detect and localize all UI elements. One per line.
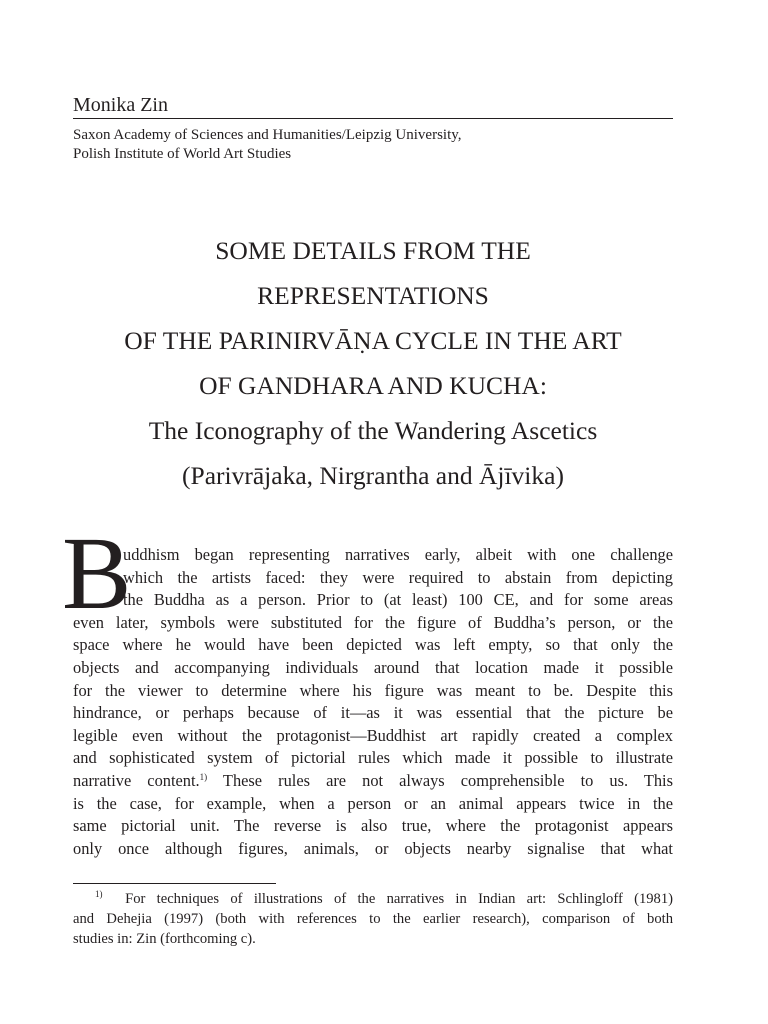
author-name: Monika Zin xyxy=(73,92,673,119)
title-line: OF GANDHARA AND KUCHA: xyxy=(199,371,547,400)
title-line: REPRESENTATIONS xyxy=(257,281,489,310)
footnote xyxy=(73,889,673,949)
footnote-text: For techniques of illustrations of the narratives in Indian art: Schlingloff (1981) xyxy=(125,891,673,907)
title-line: SOME DETAILS FROM THE xyxy=(215,236,531,265)
footnote-reference[interactable]: 1) xyxy=(199,771,208,782)
body-line: hindrance, or perhaps because of it—as it was essential that the picture be xyxy=(73,703,673,723)
subtitle-line: (Parivrājaka, Nirgrantha and Ājīvika) xyxy=(182,461,564,490)
body-line: even later, symbols were substituted for the figure of Buddha’s person, or the xyxy=(73,612,673,632)
body-line xyxy=(73,770,673,793)
body-line: only once although figures, animals, or objects nearby signalise that what xyxy=(73,838,673,858)
affiliation-line: Polish Institute of World Art Studies xyxy=(73,146,292,162)
body-line: is the case, for example, when a person or an animal appears twice in the xyxy=(73,793,673,813)
body-line: for the viewer to determine where his figure was meant to be. Despite this xyxy=(73,680,673,700)
affiliation-line: Saxon Academy of Sciences and Humanities/Leipzig University, xyxy=(73,127,462,143)
footnote-marker: 1) xyxy=(95,889,103,899)
body-paragraph xyxy=(73,544,673,860)
body-line: objects and accompanying individuals around that location made it possible xyxy=(73,657,673,677)
body-line: the Buddha as a person. Prior to (at least) 100 CE, and for some areas xyxy=(123,590,673,610)
body-line-text: narrative content. xyxy=(73,770,200,790)
footnote-line: studies in: Zin (forthcoming c). xyxy=(73,931,256,947)
body-line: same pictorial unit. The reverse is also true, where the protagonist appears xyxy=(73,816,673,836)
body-line: uddhism began representing narratives early, albeit with one challenge xyxy=(123,545,673,564)
footnote-line xyxy=(73,889,673,909)
author-affiliation xyxy=(73,126,673,164)
body-line: space where he would have been depicted was left empty, so that only the xyxy=(73,635,673,655)
subtitle-line: The Iconography of the Wandering Ascetics xyxy=(148,416,598,445)
body-line: which the artists faced: they were required to abstain from depicting xyxy=(123,567,673,587)
article-title xyxy=(60,228,686,498)
body-line-text: These rules are not always comprehensible to us. This xyxy=(207,770,673,790)
footnote-line: and Dehejia (1997) (both with references to the earlier research), comparison of both xyxy=(73,911,673,927)
footnote-divider xyxy=(73,883,276,884)
body-line: and sophisticated system of pictorial rules which made it possible to illustrate xyxy=(73,748,673,768)
body-line: legible even without the protagonist—Buddhist art rapidly created a complex xyxy=(73,725,673,745)
title-line: OF THE PARINIRVĀṆA CYCLE IN THE ART xyxy=(124,326,622,355)
drop-cap: B xyxy=(62,516,132,631)
